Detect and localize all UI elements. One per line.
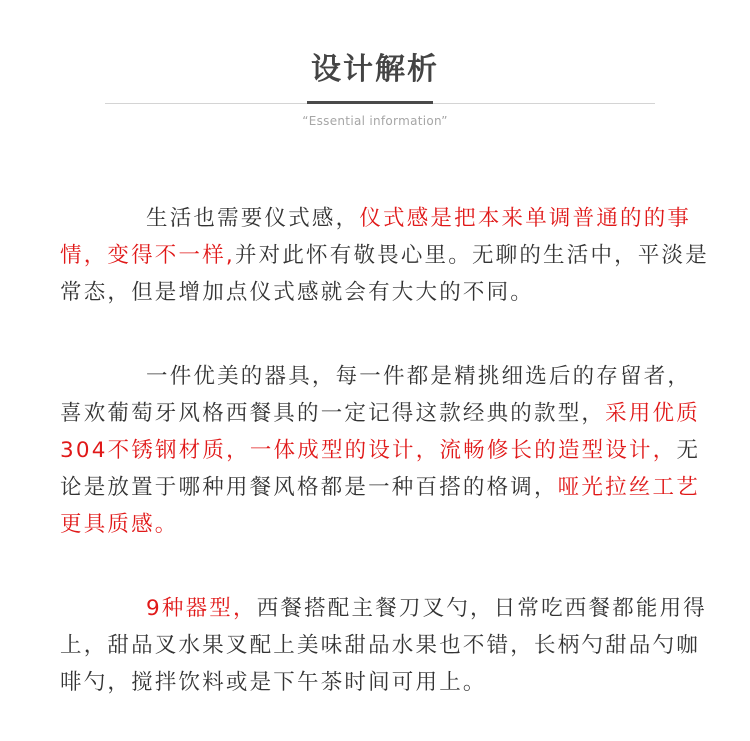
paragraph-material <box>60 358 710 543</box>
text-segment: 并对此怀有敬畏心里。无聊的生活中，平淡是常态，但是增加点仪式感就会有大大的不同。 <box>60 243 709 305</box>
highlight-text: 9种器型， <box>146 596 257 621</box>
divider-accent <box>307 101 433 104</box>
section-header <box>0 0 750 140</box>
text-segment: 生活也需要仪式感， <box>146 206 360 231</box>
text-segment: 西餐搭配主餐刀叉勺，日常吃西餐都能用得上，甜品叉水果叉配上美味甜品水果也不错，长柄勺甜品勺咖啡勺，搅拌饮料或是下午茶时间可用上。 <box>60 596 707 695</box>
text-segment: 一件优美的器具，每一件都是精挑细选后的存留者，喜欢葡萄牙风格西餐具的一定记得这款经典的款型， <box>60 364 692 426</box>
paragraph-types <box>60 590 710 701</box>
paragraph-ritual <box>60 200 710 311</box>
page-subtitle: “Essential information” <box>302 114 448 128</box>
page-title: 设计解析 <box>311 52 439 87</box>
description-content <box>60 200 710 701</box>
highlight-text: 采用优质304不锈钢材质，一体成型的设计，流畅修长的造型设计， <box>60 401 700 463</box>
highlight-text: 哑光拉丝工艺更具质感。 <box>60 475 700 537</box>
highlight-text: 仪式感是把本来单调普通的的事情，变得不一样, <box>60 206 692 268</box>
text-segment: 无论是放置于哪种用餐风格都是一种百搭的格调， <box>60 438 701 500</box>
